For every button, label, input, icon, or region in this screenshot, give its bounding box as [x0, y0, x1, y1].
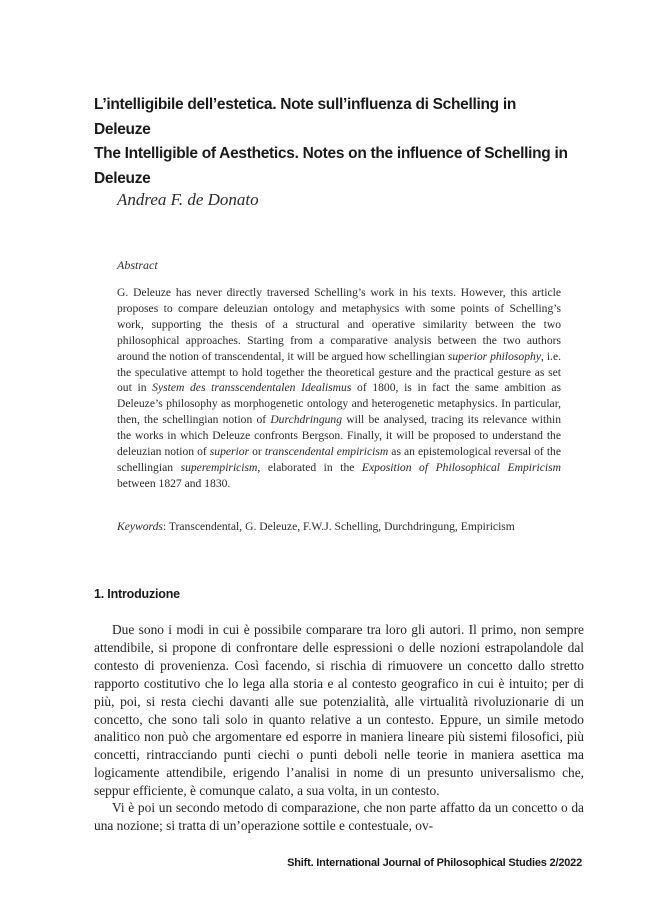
abstract-segment: G. Deleuze has never directly traversed Schelling’s work in his texts. However, this article proposes to compare deleuzian ontology and metaphysics with some points of Schelling’s work, supporting the thesis of a structural and operative similarity between the two philosophical approaches. Starting from a comparative analysis between the two authors around the notion of transcendental, it will be argued how schellingian: [117, 286, 561, 363]
keywords-list: : Transcendental, G. Deleuze, F.W.J. Schelling, Durchdringung, Empiricism: [162, 520, 515, 533]
abstract-text: [117, 285, 561, 492]
article-title-english: The Intelligible of Aesthetics. Notes on the influence of Schelling in Deleuze: [94, 145, 568, 187]
abstract-heading: Abstract: [117, 258, 158, 272]
abstract-emphasis: superior philosophy: [447, 349, 541, 363]
body-paragraph: Vi è poi un secondo metodo di comparazione, che non parte affatto da un concetto o da una nozione; si tratta di un’operazione sottile e contestuale, ov-: [94, 800, 584, 833]
article-title-italian: L’intelligibile dell’estetica. Note sull’influenza di Schelling in Deleuze: [94, 96, 517, 138]
abstract-emphasis: transcendental empiricism: [264, 445, 389, 459]
abstract-segment: as an epistemological reversal of the schellingian: [117, 445, 561, 474]
abstract-emphasis: Exposition of Philosophical Empiricism: [361, 460, 561, 474]
abstract-emphasis: superempiricism: [180, 460, 258, 474]
keywords-label: Keywords: [117, 520, 163, 533]
body-paragraph: Due sono i modi in cui è possibile comparare tra loro gli autori. Il primo, non sempre attendibile, si propone di confrontare delle espressioni o delle nozioni estrapolandole dal contesto di provenienza. Così facendo, si rischia di rimuovere un concetto dallo stretto rapporto costitutivo che lo lega alla storia e al contesto geografico in cui è intuito; per di più, poi, si resta ciechi davanti alle sue potenzialità, alle virtualità rivoluzionarie di un concetto, che sono tali solo in quanto relative a un contesto. Eppure, un simile metodo analitico non può che argomentare ed esporre in maniera lineare più sistemi filosofici, più concetti, rintracciando punti ciechi o punti deboli nelle teorie in maniera asettica ma logicamente attendibile, erigendo l’analisi in nome di un presunto universalismo che, seppur efficiente, è comunque calato, a sua volta, in un contesto.: [94, 622, 584, 799]
abstract-segment: between 1827 and 1830.: [117, 476, 231, 490]
abstract-emphasis: superior: [209, 445, 250, 459]
abstract-segment: of 1800, is in fact the same ambition as Deleuze’s philosophy as morphogenetic ontology and heterogenetic metaphysics. In particular, then, the schellingian notion of: [117, 381, 561, 427]
abstract-segment: , i.e. the speculative attempt to hold together the theoretical gesture and the practical gesture as set out in: [117, 349, 561, 395]
abstract-emphasis: Durchdringung: [270, 413, 343, 427]
keywords: [117, 519, 561, 535]
abstract-segment: , elaborated in the: [257, 460, 362, 474]
section-heading: 1. Introduzione: [94, 587, 180, 601]
journal-footer: Shift. International Journal of Philosophical Studies 2/2022: [287, 857, 582, 869]
abstract-segment: will be analysed, tracing its relevance within the works in which Deleuze confronts Bergson. Finally, it will be proposed to understand the deleuzian notion of: [117, 413, 562, 459]
abstract-segment: or: [249, 445, 265, 459]
author-name: Andrea F. de Donato: [117, 190, 259, 209]
abstract-emphasis: System des transscendentalen Idealismus: [152, 381, 352, 395]
